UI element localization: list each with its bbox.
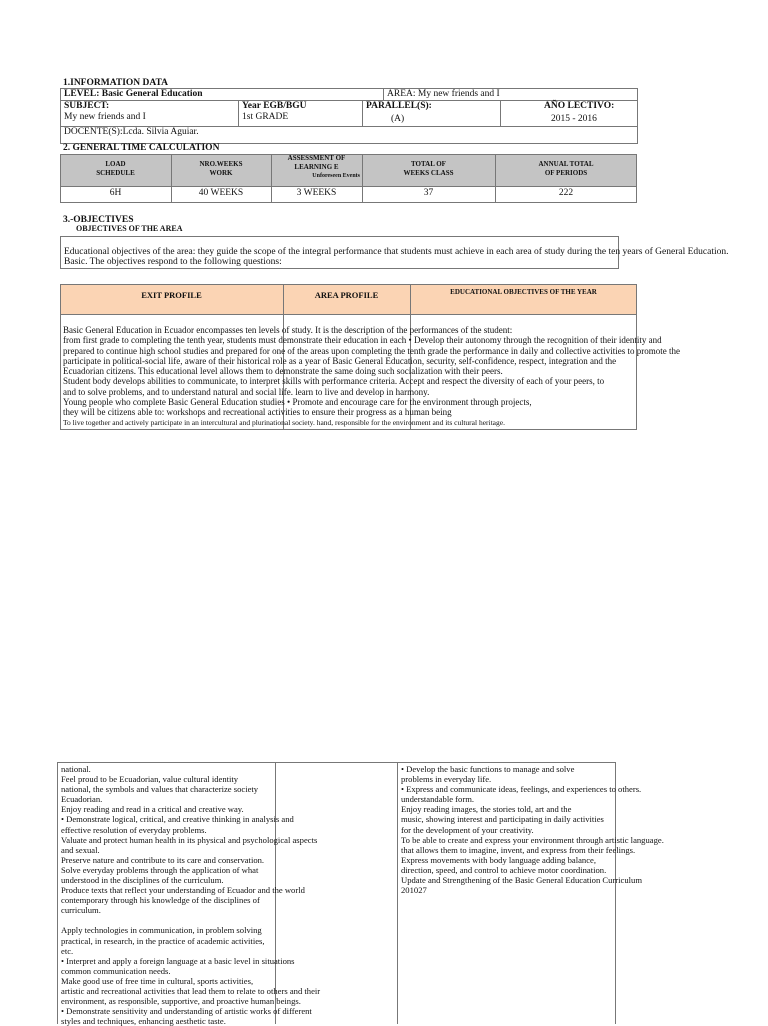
header-load-schedule: LOAD SCHEDULE bbox=[96, 160, 135, 177]
value-assessment: 3 WEEKS bbox=[296, 188, 337, 198]
value-load: 6H bbox=[109, 188, 122, 198]
year-objectives-continued: • Develop the basic functions to manage and solve problems in everyday life. • Express and communicate ideas, feelings, and experiences to others. understandable form. Enjoy reading images, the stories told, art and the music, showing interest and participating in daily activities for the development of your creativity. To be able to create and express your environment through artistic language. that allows them to imagine, invent, and express from their feelings. Express movements with body language adding balance, direction, speed, and control to achieve motor coordination. Update and Strengthening of the Basic General Education Curriculum 201027 bbox=[401, 764, 664, 896]
subject-label: SUBJECT: bbox=[64, 101, 110, 111]
section-2-title: 2. GENERAL TIME CALCULATION bbox=[63, 143, 220, 153]
section-3-title: 3.-OBJECTIVES bbox=[63, 215, 134, 225]
objectives-subtitle: OBJECTIVES OF THE AREA bbox=[76, 224, 183, 233]
objectives-intro-line2: Basic. The objectives respond to the following questions: bbox=[64, 257, 282, 267]
value-total-weeks: 37 bbox=[423, 188, 434, 198]
header-total-weeks: TOTAL OF WEEKS CLASS bbox=[403, 160, 454, 177]
header-nro-weeks: NRO.WEEKS WORK bbox=[199, 160, 243, 177]
level-label: LEVEL: Basic General Education bbox=[64, 89, 203, 99]
year-label: Year EGB/BGU bbox=[242, 101, 307, 111]
section-1-title: 1.INFORMATION DATA bbox=[63, 78, 169, 88]
value-annual-total: 222 bbox=[558, 188, 574, 198]
objectives-body-text: Basic General Education in Ecuador encompasses ten levels of study. It is the description of the performances of the student: from first grade to completing the tenth year, students must demonstrate their education in each • Develop their autonomy through the recognition of their identity and prepared to continue high school studies and prepared for one of the areas upon completing the tenth grade the performance in daily and collective activities to promote the participate in political-social life, aware of their historical role as a year of Basic General Education, security, self-confidence, respect, integration and the Ecuadorian citizens. This educational level allows them to demonstrate the same doing such socialization with their peers. Student body develops abilities to communicate, to interpret skills with performance criteria. Accept and respect the diversity of each of your peers, to and to solve problems, and to understand natural and social life. learn to live and develop in harmony. Young people who complete Basic General Education studies • Promote and encourage care for the environment through projects, they will be citizens able to: workshops and recreational activities to ensure their progress as a human being To live together and actively participate in an intercultural and plurinational society. hand, responsible for the environment and its cultural heritage. bbox=[63, 325, 681, 427]
objectives-intro-line1: Educational objectives of the area: they guide the scope of the integral performance that students must achieve in each area of study during the ten years of General Education. bbox=[64, 247, 729, 257]
area-profile-header: AREA PROFILE bbox=[314, 290, 379, 300]
year-value: 1st GRADE bbox=[242, 112, 289, 122]
exit-profile-continued: national. Feel proud to be Ecuadorian, value cultural identity national, the symbols and values that characterize society Ecuadorian. Enjoy reading and read in a critical and creative way. • Demonstrate logical, critical, and creative thinking in analysis and effective resolution of everyday problems. Valuate and protect human health in its physical and psychological aspects and sexual. Preserve nature and contribute to its care and conservation. Solve everyday problems through the application of what understood in the disciplines of the curriculum. Produce texts that reflect your understanding of Ecuador and the world contemporary through his knowledge of the disciplines of curriculum. Apply technologies in communication, in problem solving practical, in research, in the practice of academic activities, etc. • Interpret and apply a foreign language at a basic level in situations common communication needs. Make good use of free time in cultural, sports activities, artistic and recreational activities that lead them to relate to others and their environment, as responsible, supportive, and proactive human beings. • Demonstrate sensitivity and understanding of artistic works of different styles and techniques, enhancing aesthetic taste. bbox=[61, 764, 321, 1026]
anio-value: 2015 - 2016 bbox=[551, 114, 597, 124]
value-weeks: 40 WEEKS bbox=[198, 188, 244, 198]
header-assessment: ASSESSMENT OF LEARNING E Unforeseen Events bbox=[287, 154, 360, 179]
anio-label: AÑO LECTIVO: bbox=[544, 101, 615, 111]
header-annual-total: ANNUAL TOTAL OF PERIODS bbox=[538, 160, 594, 177]
area-label: AREA: My new friends and I bbox=[387, 89, 500, 99]
year-objectives-header: EDUCATIONAL OBJECTIVES OF THE YEAR bbox=[450, 288, 597, 296]
parallel-label: PARALLEL(S): bbox=[366, 101, 432, 111]
subject-value: My new friends and I bbox=[64, 112, 146, 122]
exit-profile-header: EXIT PROFILE bbox=[141, 290, 202, 300]
parallel-value: (A) bbox=[391, 114, 405, 124]
docente-label: DOCENTE(S):Lcda. Silvia Aguiar. bbox=[64, 127, 199, 137]
